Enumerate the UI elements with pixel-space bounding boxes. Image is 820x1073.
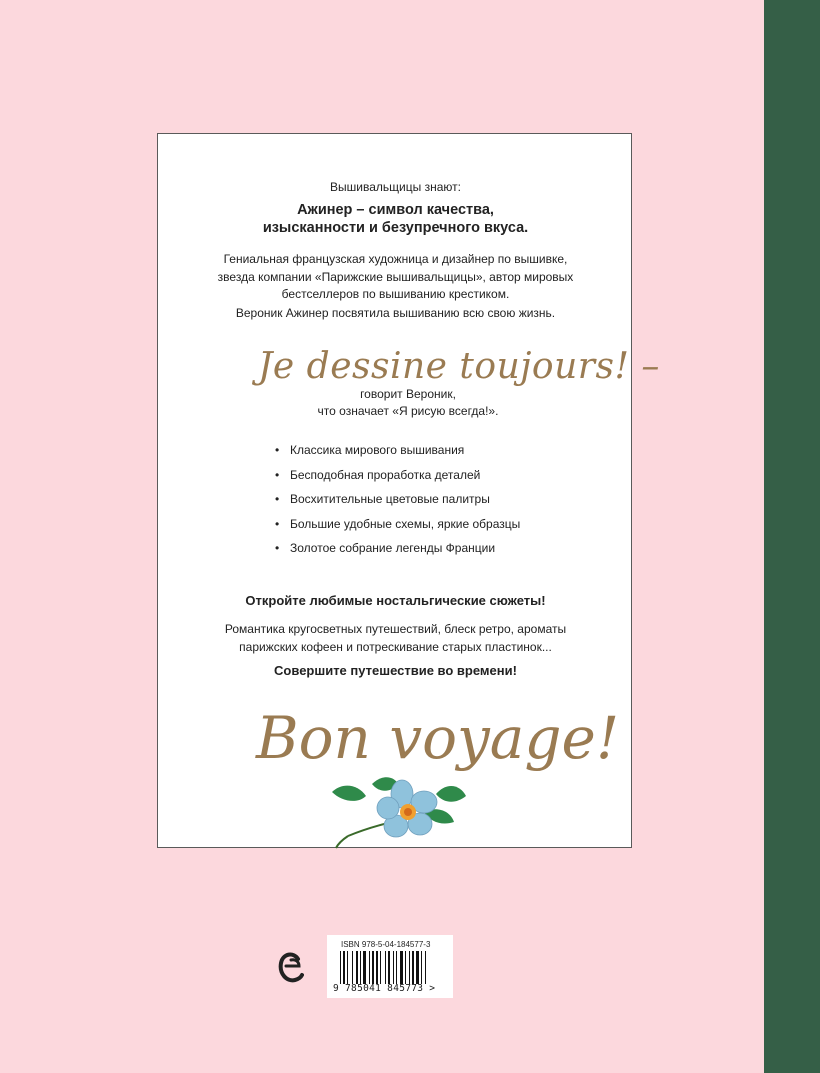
- barcode-panel: [327, 935, 453, 998]
- text-panel: [157, 133, 660, 848]
- quote-translation-line: говорит Вероник,: [360, 387, 456, 401]
- list-item: [270, 442, 520, 459]
- list-item-label: Большие удобные схемы, яркие образцы: [290, 516, 521, 531]
- bullet-icon: •: [275, 443, 280, 457]
- call-to-action-2: Совершите путешествие во времени!: [274, 663, 517, 678]
- bullet-icon: •: [275, 541, 280, 555]
- headline-line: изысканности и безупречного вкуса.: [262, 220, 529, 236]
- description-line: Гениальная французская художница и дизайнер по вышивке,: [223, 252, 568, 266]
- list-item: [270, 516, 520, 533]
- intro-text: Вышивальщицы знают:: [330, 180, 461, 194]
- bullet-icon: •: [275, 492, 280, 506]
- romance-line: Романтика кругосветных путешествий, блеск ретро, ароматы: [224, 622, 567, 636]
- list-item-label: Бесподобная проработка деталей: [290, 467, 481, 482]
- list-item: [270, 467, 520, 484]
- bullet-icon: •: [275, 467, 280, 482]
- list-item-label: Восхитительные цветовые палитры: [290, 492, 490, 506]
- list-item-label: Золотое собрание легенды Франции: [290, 541, 496, 555]
- barcode-number: 9 785041 845773 >: [333, 983, 436, 994]
- headline: [158, 201, 633, 237]
- feature-list: [270, 442, 520, 565]
- description-line: бестселлеров по вышиванию крестиком.: [281, 287, 510, 301]
- quote-translation-line: что означает «Я рисую всегда!».: [317, 404, 499, 418]
- list-item: [270, 491, 520, 508]
- list-item: [270, 540, 520, 557]
- bullet-icon: •: [275, 516, 280, 531]
- romance-line: парижских кофеен и потрескивание старых пластинок...: [239, 639, 552, 654]
- list-item-label: Классика мирового вышивания: [290, 443, 465, 457]
- book-spine: [764, 0, 820, 1073]
- quote-translation: [278, 386, 538, 420]
- quote-script: Je dessine toujours! –: [258, 346, 660, 387]
- romance-text: [158, 621, 633, 656]
- publisher-logo-icon: [278, 949, 304, 987]
- barcode-bars: [340, 951, 443, 984]
- isbn-label: ISBN 978-5-04-184577-3: [341, 940, 431, 949]
- description-2: Вероник Ажинер посвятила вышиванию всю свою жизнь.: [235, 306, 556, 320]
- headline-line: Ажинер – символ качества,: [297, 202, 494, 218]
- cross-stitch-flower-icon: [332, 774, 472, 852]
- call-to-action-1: Откройте любимые ностальгические сюжеты!: [245, 593, 546, 608]
- description: [158, 251, 633, 304]
- signoff-script: Bon voyage!: [256, 704, 620, 772]
- description-line: звезда компании «Парижские вышивальщицы», автор мировых: [217, 269, 574, 284]
